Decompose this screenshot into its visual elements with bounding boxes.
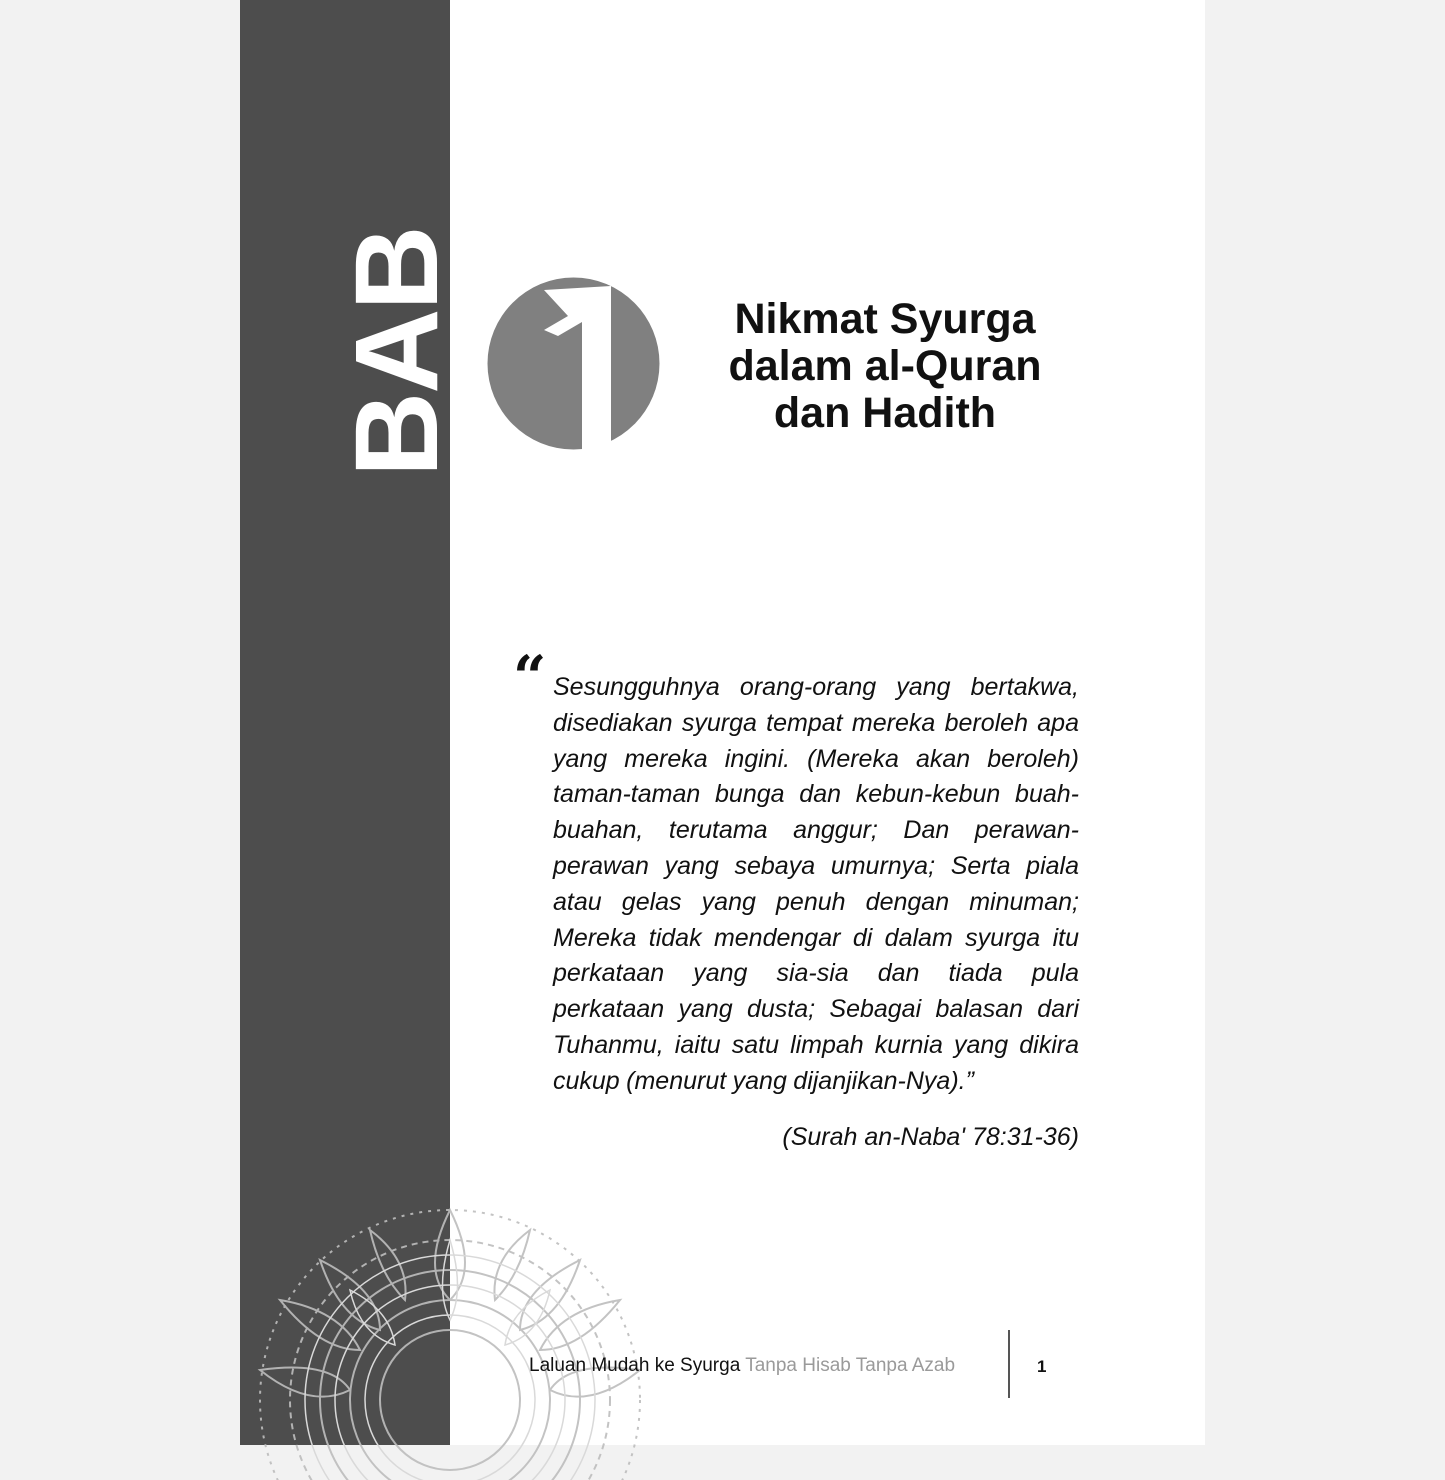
chapter-title <box>680 296 1090 437</box>
footer-divider <box>1008 1330 1010 1398</box>
chapter-title-line-2: dalam al-Quran <box>728 342 1042 390</box>
quote-source: (Surah an-Naba' 78:31-36) <box>782 1123 1079 1151</box>
page-number: 1 <box>1037 1357 1047 1376</box>
chapter-title-line-3: dan Hadith <box>773 389 997 437</box>
footer-book-subtitle: Tanpa Hisab Tanpa Azab <box>745 1355 956 1376</box>
chapter-title-line-1: Nikmat Syurga <box>734 295 1036 343</box>
running-footer <box>529 1354 955 1378</box>
quote-text: Sesungguhnya orang-orang yang bertakwa, disediakan syurga tempat mereka beroleh apa yang mereka ingini. (Mereka akan beroleh) taman-taman bunga dan kebun-kebun buah-buahan, terutama anggur; Dan perawan-perawan yang sebaya umurnya; Serta piala atau gelas yang penuh dengan minuman; Mereka tidak mendengar di dalam syurga itu perkataan yang sia-sia dan tiada pula perkataan yang dusta; Sebagai balasan dari Tuhanmu, iaitu satu limpah kurnia yang dikira cukup (menurut yang dijanjikan-Nya).” <box>553 673 1079 1095</box>
open-quote-icon: “ <box>513 643 547 711</box>
book-page <box>240 0 1205 1445</box>
chapter-label: BAB <box>331 227 463 477</box>
mandala-ornament-icon <box>220 1180 680 1480</box>
footer-book-title: Laluan Mudah ke Syurga <box>529 1355 741 1376</box>
chapter-number-badge <box>486 276 661 451</box>
